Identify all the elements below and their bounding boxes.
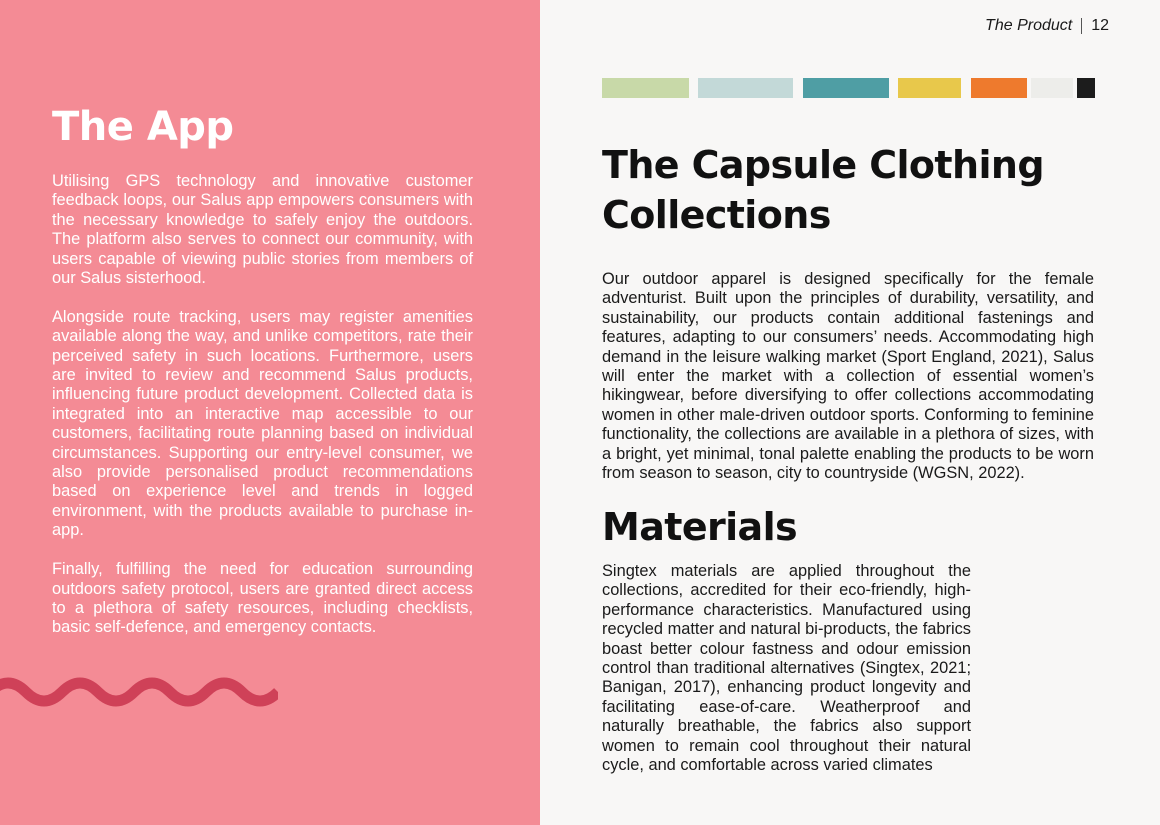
color-palette bbox=[540, 78, 1160, 98]
color-swatch bbox=[803, 78, 889, 98]
color-swatch bbox=[898, 78, 961, 98]
materials-body: Singtex materials are applied throughout the collections, accredited for their eco-friendly, high-performance characteristics. Manufactured using recycled matter and natural bi-products, the fabrics boast better colour fastness and odour emission control than traditional alternatives (Singtex, 2021; Banigan, 2017), enhancing product longevity and facilitating ease-of-care. Weatherproof and naturally breathable, the fabrics also support women to remain cool throughout their natural cycle, and comfortable across varied climates bbox=[602, 562, 971, 775]
app-title: The App bbox=[52, 104, 234, 150]
capsule-body: Our outdoor apparel is designed specifically for the female adventurist. Built upon the principles of durability, versatility, and sustainability, our products contain additional fastenings and features, adapting to our consumers’ needs. Accommodating high demand in the leisure walking market (Sport England, 2021), Salus will enter the market with a collection of essential women’s hikingwear, before diversifying to offer collections accommodating women in other male-driven outdoor sports. Conforming to feminine functionality, the collections are available in a plethora of sizes, with a bright, yet minimal, tonal palette enabling the products to be worn from season to season, city to countryside (WGSN, 2022). bbox=[602, 270, 1094, 483]
materials-title: Materials bbox=[602, 505, 798, 549]
color-swatch bbox=[971, 78, 1027, 98]
color-swatch bbox=[1031, 78, 1073, 98]
color-swatch bbox=[602, 78, 689, 98]
product-panel bbox=[540, 0, 1160, 825]
page-header bbox=[985, 17, 1109, 35]
section-label: The Product bbox=[985, 17, 1073, 34]
wave-decoration bbox=[0, 666, 300, 720]
app-body bbox=[52, 172, 473, 657]
header-divider bbox=[1081, 18, 1082, 34]
color-swatch bbox=[698, 78, 793, 98]
color-swatch bbox=[1077, 78, 1095, 98]
capsule-title: The Capsule Clothing Collections bbox=[602, 143, 1044, 237]
app-paragraph: Alongside route tracking, users may register amenities available along the way, and unlike competitors, rate their perceived safety in such locations. Furthermore, users are invited to review and recommend Salus products, influencing future product development. Collected data is integrated into an interactive map accessible to our customers, facilitating route planning based on individual circumstances. Supporting our entry-level consumer, we also provide personalised product recommendations based on experience level and trends in logged environment, with the products available to purchase in-app. bbox=[52, 307, 473, 540]
app-paragraph: Finally, fulfilling the need for education surrounding outdoors safety protocol, users are granted direct access to a plethora of safety resources, including checklists, basic self-defence, and emergency contacts. bbox=[52, 560, 473, 637]
app-panel bbox=[0, 0, 540, 825]
app-paragraph: Utilising GPS technology and innovative customer feedback loops, our Salus app empowers consumers with the necessary knowledge to safely enjoy the outdoors. The platform also serves to connect our community, with users capable of viewing public stories from members of our Salus sisterhood. bbox=[52, 172, 473, 288]
page-number: 12 bbox=[1091, 17, 1109, 34]
